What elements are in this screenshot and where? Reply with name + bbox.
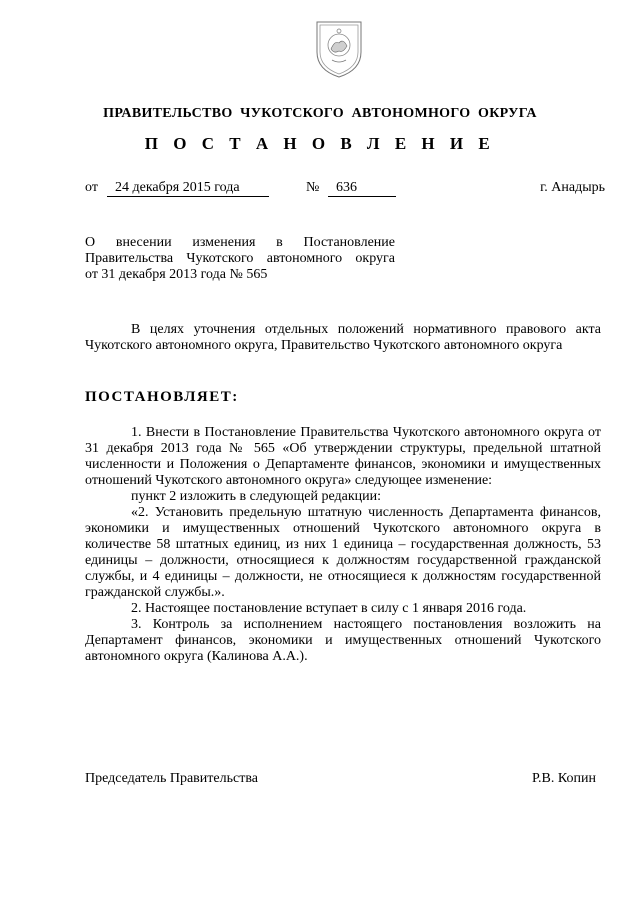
document-type-title: П О С Т А Н О В Л Е Н И Е xyxy=(144,134,496,153)
date-number-line xyxy=(85,180,605,200)
document-place: г. Анадырь xyxy=(540,180,605,195)
number-label: № xyxy=(306,180,320,195)
government-title: ПРАВИТЕЛЬСТВО ЧУКОТСКОГО АВТОНОМНОГО ОКРУГА xyxy=(103,106,537,121)
date-from-label: от xyxy=(85,180,98,195)
subject-line: от 31 декабря 2013 года № 565 xyxy=(85,267,268,282)
paragraph-3: 3. Контроль за исполнением настоящего постановления возложить на Департамент финансов, экономики и имущественных отношений Чукотского автономного округа (Калинова А.А.). xyxy=(85,617,601,664)
paragraph-1: 1. Внести в Постановление Правительства Чукотского автономного округа от 31 декабря 2013 года № 565 «Об утверждении структуры, предельной штатной численности и Положения о Департаменте финансов, экономики и имущественных отношений Чукотского автономного округа» следующее изменение: xyxy=(85,425,601,488)
preamble-block xyxy=(85,322,601,354)
subject-line: О внесении изменения в Постановление xyxy=(85,235,395,250)
signatory-name: Р.В. Копин xyxy=(532,771,596,786)
subject-line: Правительства Чукотского автономного округа xyxy=(85,251,395,266)
document-date: 24 декабря 2015 года xyxy=(107,180,269,197)
preamble-text: В целях уточнения отдельных положений нормативного правового акта Чукотского автономного округа, Правительство Чукотского автономного округа xyxy=(85,322,601,353)
document-subject xyxy=(85,235,395,283)
decree-body xyxy=(85,425,601,665)
document-number: 636 xyxy=(328,180,396,197)
coat-of-arms-icon xyxy=(312,18,366,80)
paragraph-1a: пункт 2 изложить в следующей редакции: xyxy=(131,489,381,504)
paragraph-1b: «2. Установить предельную штатную численность Департамента финансов, экономики и имущественных отношений Чукотского автономного округа в количестве 58 штатных единиц, из них 1 единица – государственная должность, 53 единицы – должности, относящиеся к должностям государственной гражданской службы, и 4 единицы – должности, не относящиеся к должностям государственной гражданской службы.». xyxy=(85,505,601,600)
paragraph-2: 2. Настоящее постановление вступает в силу с 1 января 2016 года. xyxy=(131,601,527,616)
decree-word: ПОСТАНОВЛЯЕТ: xyxy=(85,389,239,405)
signatory-position: Председатель Правительства xyxy=(85,771,258,786)
